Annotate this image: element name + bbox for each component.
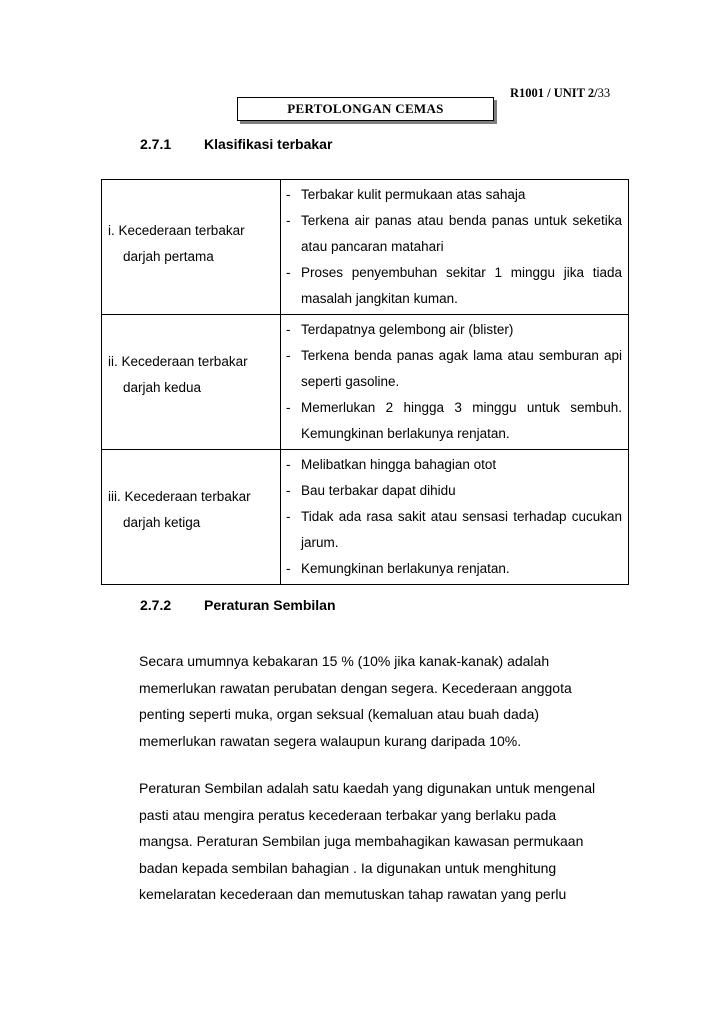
section-heading-peraturan [140, 597, 336, 613]
label-cell [102, 180, 281, 315]
point-text: Melibatkan hingga bahagian otot [301, 457, 497, 472]
point-list [281, 180, 628, 314]
points-cell [281, 180, 629, 315]
point-text: Terdapatnya gelembong air (blister) [301, 322, 514, 337]
list-item: - Tidak ada rasa sakit atau sensasi terhadap cucukan jarum. [286, 509, 622, 550]
section-title: Peraturan Sembilan [204, 597, 336, 613]
point-text: Bau terbakar dapat dihidu [301, 483, 456, 498]
list-item: - Terkena benda panas agak lama atau semburan api seperti gasoline. [286, 348, 622, 389]
section-number: 2.7.1 [140, 136, 172, 152]
paragraph-text: Secara umumnya kebakaran 15 % (10% jika kanak-kanak) adalah memerlukan rawatan perubatan dengan segera. Kecederaan anggota penting seperti muka, organ seksual (kemaluan atau buah dada) memerlukan rawatan segera walaupun kurang daripada 10%. [139, 653, 572, 749]
list-item: - Melibatkan hingga bahagian otot [286, 457, 497, 472]
burn-degree-label [108, 484, 251, 536]
page-reference [510, 86, 610, 101]
list-item: - Proses penyembuhan sekitar 1 minggu jika tiada masalah jangkitan kuman. [286, 265, 622, 306]
burn-degree-label [108, 218, 245, 270]
classification-table [101, 179, 629, 585]
label-cell [102, 315, 281, 450]
section-title: Klasifikasi terbakar [204, 136, 333, 152]
label-cell [102, 450, 281, 585]
label-line: ii. Kecederaan terbakar [108, 354, 248, 369]
list-item: - Terbakar kulit permukaan atas sahaja [286, 187, 526, 202]
label-line: darjah pertama [123, 249, 214, 264]
table-row [102, 180, 629, 315]
paragraph-text: Peraturan Sembilan adalah satu kaedah yang digunakan untuk mengenal pasti atau mengira peratus kecederaan terbakar yang berlaku pada mangsa. Peraturan Sembilan juga membahagikan kawasan permukaan badan kepada sembilan bahagian . Ia digunakan untuk menghitung kemelaratan kecederaan dan memutuskan tahap rawatan yang perlu [139, 780, 596, 902]
burn-degree-label [108, 349, 248, 401]
list-item: - Bau terbakar dapat dihidu [286, 483, 456, 498]
point-text: Tidak ada rasa sakit atau sensasi terhadap cucukan jarum. [301, 509, 622, 550]
point-text: Terkena benda panas agak lama atau semburan api seperti gasoline. [301, 348, 622, 389]
header-title-box: PERTOLONGAN CEMAS [237, 97, 494, 121]
point-list [281, 450, 628, 584]
section-heading-klasifikasi [140, 136, 332, 152]
paragraph-2 [139, 775, 609, 908]
point-text: Terbakar kulit permukaan atas sahaja [301, 187, 526, 202]
list-item: - Terkena air panas atau benda panas untuk seketika atau pancaran matahari [286, 213, 622, 254]
label-line: i. Kecederaan terbakar [108, 223, 245, 238]
table-row [102, 315, 629, 450]
point-text: Terkena air panas atau benda panas untuk seketika atau pancaran matahari [301, 213, 622, 254]
points-cell [281, 450, 629, 585]
page-number: 33 [597, 86, 611, 100]
label-line: darjah ketiga [123, 515, 201, 530]
list-item: - Memerlukan 2 hingga 3 minggu untuk sembuh. Kemungkinan berlakunya renjatan. [286, 400, 622, 441]
unit-code: R1001 / UNIT 2/ [510, 86, 598, 100]
label-line: iii. Kecederaan terbakar [108, 489, 251, 504]
label-line: darjah kedua [123, 380, 202, 395]
paragraph-1 [139, 648, 609, 754]
section-number: 2.7.2 [140, 597, 172, 613]
list-item: - Terdapatnya gelembong air (blister) [286, 322, 514, 337]
point-text: Kemungkinan berlakunya renjatan. [301, 561, 510, 576]
points-cell [281, 315, 629, 450]
point-text: Memerlukan 2 hingga 3 minggu untuk sembuh. Kemungkinan berlakunya renjatan. [301, 400, 622, 441]
table-row [102, 450, 629, 585]
list-item: - Kemungkinan berlakunya renjatan. [286, 561, 510, 576]
point-list [281, 315, 628, 449]
point-text: Proses penyembuhan sekitar 1 minggu jika tiada masalah jangkitan kuman. [301, 265, 622, 306]
